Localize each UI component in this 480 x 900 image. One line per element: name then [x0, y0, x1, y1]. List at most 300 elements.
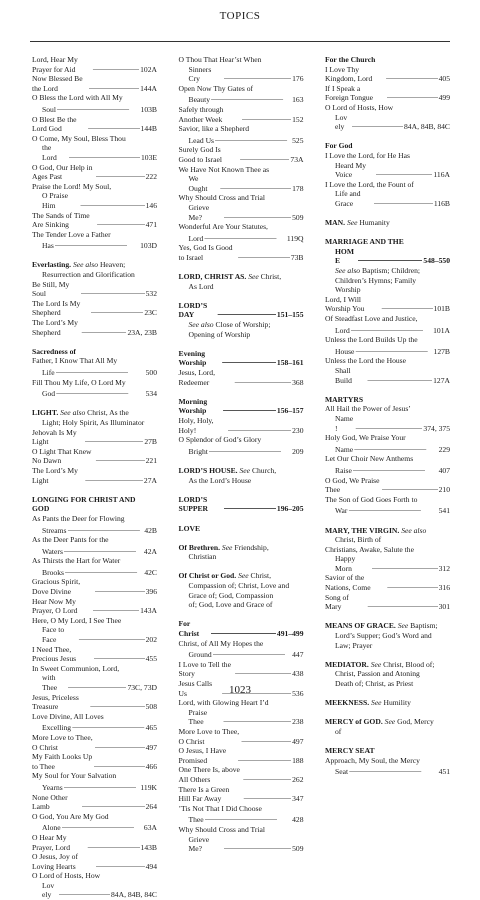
index-line: Praise the Lord! My Soul, — [32, 181, 112, 191]
entry-page-ref: 42A — [143, 546, 157, 556]
topic-heading — [32, 495, 157, 505]
entry-page-ref: 301 — [438, 602, 450, 612]
index-line: Open Now Thy Gates of — [178, 83, 254, 93]
entry-title: Thee — [188, 815, 204, 825]
entry-page-ref: 405 — [438, 74, 450, 84]
dot-leader — [94, 652, 145, 664]
index-entry — [179, 203, 304, 222]
entry-title: Now Blessed Be the Lord — [32, 74, 83, 93]
index-entry — [179, 145, 304, 164]
index-line: Christ, of All My Hopes the — [178, 638, 264, 648]
dot-leader — [64, 781, 140, 793]
topic-heading — [179, 301, 304, 320]
heading-text: Of Brethren. — [178, 542, 220, 552]
entry-page-ref: 23C — [144, 308, 157, 318]
entry-page-ref: 103E — [140, 152, 157, 162]
dot-leader — [211, 93, 291, 105]
entry-page-ref: 491–499 — [276, 629, 304, 639]
entry-spacer — [32, 251, 157, 261]
entry-title: Brooks — [42, 567, 64, 577]
index-line: Fill Thou My Life, O Lord My — [32, 377, 126, 387]
entry-page-ref: 196–205 — [276, 504, 304, 514]
see-reference-label: See — [370, 659, 382, 669]
topic-heading — [325, 660, 450, 670]
see-reference-target: Humanity — [359, 218, 390, 228]
dot-leader — [349, 765, 438, 777]
entry-page-ref: 73C, 73D — [127, 683, 157, 692]
topic-heading — [32, 504, 157, 514]
entry-page-ref: 119K — [140, 782, 157, 792]
entry-page-ref: 500 — [145, 368, 157, 377]
continuation-line — [32, 418, 157, 428]
continuation-line — [325, 669, 450, 679]
continuation-line — [325, 641, 450, 651]
entry-spacer — [325, 516, 450, 526]
index-line: Unless the Lord the House — [325, 356, 406, 366]
entry-title: Lord — [335, 325, 350, 335]
line-text: Resurrection and Glorification — [42, 270, 135, 280]
entry-page-ref: 210 — [438, 485, 450, 495]
line-text: Christ, Birth of — [335, 535, 382, 545]
dot-leader — [88, 122, 140, 134]
index-entry — [32, 103, 157, 115]
entry-title: Yes, God Is Good to Israel — [178, 243, 233, 262]
entry-title: Happy Morn — [335, 554, 356, 573]
dot-leader — [81, 326, 126, 338]
dot-leader — [209, 445, 291, 457]
entry-title: There Is a Green Hill Far Away — [178, 784, 230, 804]
line-text: Law; Prayer — [335, 640, 373, 650]
see-reference-target: Humility — [383, 698, 411, 708]
index-entry — [179, 105, 304, 124]
entry-page-ref: 42C — [144, 567, 157, 577]
entry-page-ref: 152 — [292, 114, 304, 124]
entry-title: Lord, I Will Worship You — [325, 294, 365, 314]
entry-title: Hear Now My Prayer, O Lord — [32, 596, 78, 616]
entry-page-ref: 374, 375 — [423, 423, 450, 433]
continuation-line — [325, 285, 450, 295]
index-entry — [32, 163, 157, 182]
index-entry — [32, 566, 157, 578]
index-line: Holy God, We Praise Your — [325, 433, 406, 443]
continuation-line — [179, 552, 304, 562]
index-entry — [32, 545, 157, 557]
entry-page-ref: 209 — [292, 446, 304, 456]
entry-title: I Need Thee, Precious Jesus — [32, 644, 77, 664]
entry-title: Bright — [188, 446, 208, 456]
topic-heading — [325, 141, 450, 151]
entry-page-ref: 532 — [145, 289, 157, 299]
entry-page-ref: 151–155 — [276, 310, 304, 320]
dot-leader — [374, 197, 433, 209]
index-entry — [179, 835, 304, 854]
see-reference-target: Heaven; — [99, 260, 126, 270]
continuation-line — [325, 276, 450, 286]
continuation-line — [325, 727, 450, 737]
dot-leader — [367, 374, 432, 386]
topic-heading — [179, 466, 304, 476]
index-entry — [32, 821, 157, 833]
entry-spacer — [325, 209, 450, 219]
entry-title: O Hear My Prayer, Lord — [32, 832, 71, 852]
entry-page-ref: 27B — [144, 437, 157, 447]
dot-leader — [387, 91, 438, 103]
entry-title: Beauty — [188, 95, 211, 105]
index-entry — [32, 428, 157, 447]
index-line: O Bless the Lord with All My — [32, 93, 123, 103]
topic-heading — [325, 717, 450, 727]
topic-heading — [32, 408, 157, 418]
dot-leader — [85, 474, 143, 486]
entry-title: My Faith Looks Up to Thee — [32, 752, 93, 771]
index-entry — [32, 852, 157, 871]
continuation-line — [325, 631, 450, 641]
entry-page-ref: 143B — [140, 842, 157, 852]
dot-leader — [55, 239, 139, 251]
see-reference-label: See also — [335, 266, 361, 276]
dot-leader — [97, 218, 145, 230]
entry-page-ref: 158–161 — [276, 358, 304, 368]
line-text: of; God, Love and Grace of — [188, 600, 273, 610]
index-entry — [325, 476, 450, 495]
entry-page-ref: 264 — [145, 802, 157, 812]
index-entry — [32, 447, 157, 466]
entry-page-ref: 221 — [145, 456, 157, 466]
line-text: Worship — [335, 285, 361, 295]
entry-title: O God, Our Help in Ages Past — [32, 162, 93, 182]
dot-leader — [223, 404, 276, 416]
dot-leader — [72, 721, 145, 733]
index-entry — [179, 813, 304, 825]
entry-title: HOME — [335, 246, 354, 266]
topic-heading — [325, 746, 450, 756]
entry-title: War — [335, 506, 348, 516]
topic-heading — [325, 218, 450, 228]
running-header: TOPICS — [219, 10, 261, 22]
index-entry — [32, 387, 157, 399]
entry-page-ref: 23A, 23B — [127, 327, 157, 337]
line-text: Baptism; Children; — [362, 266, 421, 276]
heading-text: Sacredness of — [32, 346, 76, 356]
index-line: In Sweet Communion, Lord, — [32, 663, 120, 673]
see-reference-target: Friendship, — [234, 542, 269, 552]
entry-title: LORD’S SUPPER — [178, 494, 209, 514]
index-line: Savior, like a Shepherd — [178, 124, 250, 134]
entry-title: Grieve Me? — [188, 202, 210, 222]
dot-leader — [213, 648, 291, 660]
dot-leader — [65, 566, 143, 578]
see-reference-label: See — [371, 698, 382, 708]
topic-heading — [325, 247, 450, 266]
index-entry — [32, 366, 157, 378]
dot-leader — [241, 735, 291, 747]
entry-page-ref: 127B — [433, 346, 450, 356]
entry-title: The Lord’s My Light — [32, 465, 78, 485]
entry-title: Gracious Spirit, Dove Divine — [32, 577, 81, 597]
entry-title: Evening Worship — [178, 348, 207, 368]
entry-title: Jesus Calls Us — [178, 679, 213, 698]
topic-heading — [179, 495, 304, 514]
entry-page-ref: 156–157 — [276, 406, 304, 416]
index-entry — [325, 443, 450, 455]
dot-leader — [78, 633, 144, 645]
entry-page-ref: 101B — [433, 304, 450, 314]
index-entry — [32, 645, 157, 664]
entry-title: I Love to Tell the Story — [178, 659, 231, 679]
entry-spacer — [179, 514, 304, 524]
dot-leader — [222, 356, 276, 368]
entry-page-ref: 312 — [438, 563, 450, 573]
topic-heading — [325, 55, 450, 65]
dot-leader — [56, 366, 145, 378]
see-reference-label: See also — [188, 320, 214, 330]
topic-heading — [325, 237, 450, 247]
entry-page-ref: 144A — [140, 83, 157, 93]
dot-leader — [228, 424, 291, 436]
entry-title: Morning Worship — [178, 396, 208, 416]
heading-text: MEEKNESS. — [325, 698, 370, 708]
entry-title: Lord, Hear My Prayer for Aid — [32, 55, 78, 74]
entry-page-ref: 465 — [145, 723, 157, 733]
entry-page-ref: 455 — [145, 654, 157, 664]
dot-leader — [358, 254, 423, 266]
dot-leader — [92, 63, 139, 75]
entry-title: Praise Thee — [188, 707, 208, 727]
entry-page-ref: 84A, 84B, 84C — [111, 890, 157, 900]
heading-text: MARRIAGE AND THE — [325, 237, 404, 247]
continuation-line — [179, 581, 304, 591]
entry-title: More Love to Thee, O Christ — [178, 726, 240, 746]
see-reference-label: See — [384, 717, 396, 727]
entry-page-ref: 536 — [292, 688, 304, 698]
index-entry — [179, 65, 304, 84]
index-entry — [32, 793, 157, 812]
heading-text: LORD, CHRIST AS. — [178, 272, 247, 282]
entry-spacer — [325, 132, 450, 142]
entry-title: Lovely — [42, 880, 55, 900]
dot-leader — [234, 376, 291, 388]
index-entry — [32, 299, 157, 318]
line-text: Christian — [188, 552, 217, 562]
entry-page-ref: 499 — [438, 93, 450, 103]
continuation-line — [179, 476, 304, 486]
index-line: Of Steadfast Love and Justice, — [325, 314, 418, 324]
line-text: Compassion of; Christ, Love and — [188, 581, 290, 591]
entry-page-ref: 101A — [433, 325, 450, 335]
entry-title: Alone — [42, 823, 61, 833]
entry-spacer — [325, 228, 450, 238]
topic-heading — [179, 619, 304, 638]
entry-spacer — [325, 708, 450, 718]
entry-page-ref: 451 — [438, 767, 450, 777]
index-entry — [325, 84, 450, 103]
entry-title: Life and Grace — [335, 189, 361, 208]
entry-title: Jesus, Lord, Redeemer — [178, 368, 215, 387]
entry-title: Name — [335, 444, 354, 454]
index-entry — [32, 466, 157, 485]
index-line: O Lord of Hosts, How — [325, 102, 394, 112]
entry-title: The Sands of Time Are Sinking — [32, 210, 90, 230]
index-entry — [325, 113, 450, 132]
entry-title: O God, We Praise Thee — [325, 475, 380, 495]
entry-page-ref: 202 — [145, 635, 157, 645]
entry-page-ref: 116A — [433, 170, 450, 180]
index-entry — [325, 414, 450, 433]
entry-title: Raise — [335, 465, 352, 475]
index-entry — [32, 577, 157, 596]
index-line: Here, O My Lord, I See Thee — [32, 615, 122, 625]
entry-spacer — [179, 610, 304, 620]
continuation-line — [179, 330, 304, 340]
line-text: Lord’s Supper; God’s Word and — [335, 631, 432, 641]
entry-title: O Jesus, I Have Promised — [178, 746, 227, 765]
dot-leader — [372, 562, 438, 574]
entry-title: Shall Build — [335, 366, 352, 385]
index-line: Unless the Lord Builds Up the — [325, 335, 418, 345]
dot-leader — [386, 72, 438, 84]
dot-leader — [205, 813, 291, 825]
dot-leader — [93, 604, 140, 616]
entry-title: LORD’S DAY — [178, 300, 208, 320]
see-reference-label: See also — [401, 525, 427, 535]
entry-spacer — [179, 533, 304, 543]
dot-leader — [376, 168, 433, 180]
entry-page-ref: 509 — [292, 844, 304, 854]
entry-page-ref: 127A — [433, 375, 450, 385]
index-entry — [325, 573, 450, 592]
heading-text: MEDIATOR. — [325, 659, 369, 669]
see-reference-target: Christ, As the — [87, 408, 129, 418]
entry-title: Ground — [188, 650, 212, 660]
heading-text: MERCY of GOD. — [325, 717, 383, 727]
line-text: Death of; Christ, as Priest — [335, 679, 414, 688]
entry-spacer — [179, 339, 304, 349]
dot-leader — [85, 435, 144, 447]
entry-title: The Lord Is My Shepherd — [32, 298, 81, 318]
heading-text: Of Christ or God. — [178, 571, 237, 581]
entry-page-ref: 428 — [292, 815, 304, 825]
entry-title: O Light That Knew No Dawn — [32, 446, 92, 466]
dot-leader — [224, 72, 292, 84]
heading-text: For the Church — [325, 55, 376, 64]
entry-page-ref: 73A — [290, 154, 304, 164]
index-entry — [32, 524, 157, 536]
entry-spacer — [179, 262, 304, 272]
entry-title: For Christ — [178, 619, 200, 639]
index-line: Why Should Cross and Trial — [178, 824, 265, 834]
entry-page-ref: 143A — [140, 606, 157, 616]
dot-leader — [243, 773, 291, 785]
entry-page-ref: 178 — [292, 183, 304, 193]
dot-leader — [355, 345, 432, 357]
entry-title: Song of Mary — [325, 592, 349, 612]
index-entry — [32, 55, 157, 74]
dot-leader — [224, 502, 276, 514]
dot-leader — [224, 842, 292, 854]
entry-page-ref: 497 — [292, 736, 304, 746]
entry-title: Grieve Me? — [188, 834, 210, 854]
entry-title: Name! — [335, 413, 354, 433]
see-reference-target: Church, — [251, 465, 277, 475]
index-entry — [179, 416, 304, 435]
index-entry — [179, 785, 304, 804]
dot-leader — [81, 287, 145, 299]
entry-page-ref: 534 — [145, 389, 157, 399]
line-text: of — [335, 726, 342, 736]
dot-leader — [243, 792, 291, 804]
entry-page-ref: 347 — [292, 794, 304, 804]
heading-text: Everlasting. — [32, 260, 72, 270]
entry-page-ref: 541 — [438, 506, 450, 516]
topic-heading — [325, 698, 450, 708]
dot-leader — [224, 211, 292, 223]
heading-text: MEANS OF GRACE. — [325, 621, 396, 631]
entry-page-ref: 438 — [292, 669, 304, 679]
entry-spacer — [32, 485, 157, 495]
dot-leader — [82, 800, 145, 812]
index-entry — [32, 191, 157, 210]
entry-page-ref: 509 — [292, 212, 304, 222]
entry-title: Seat — [335, 767, 349, 777]
entry-title: Holy, Holy, Holy! — [178, 415, 214, 435]
index-entry — [179, 174, 304, 193]
entry-title: with Thee — [42, 673, 58, 692]
entry-title: None Other Lamb — [32, 792, 68, 812]
index-entry — [32, 239, 157, 251]
entry-page-ref: 368 — [292, 377, 304, 387]
entry-title: O Praise Him — [42, 191, 68, 210]
entry-page-ref: 497 — [145, 742, 157, 752]
entry-title: Jesus, Priceless Treasure — [32, 692, 79, 712]
entry-spacer — [179, 485, 304, 495]
entry-page-ref: 508 — [145, 702, 157, 712]
entry-page-ref: 466 — [145, 761, 157, 771]
entry-spacer — [325, 650, 450, 660]
entry-spacer — [179, 456, 304, 466]
dot-leader — [95, 741, 145, 753]
entry-title: If I Speak a Foreign Tongue — [325, 83, 374, 103]
entry-title: O Jesus, Joy of Loving Hearts — [32, 852, 78, 871]
index-line: As the Deer Pants for the — [32, 535, 109, 545]
entry-title: One There Is, above All Others — [178, 765, 240, 784]
index-line: I Love the Lord, for He Has — [325, 150, 410, 160]
entry-spacer — [179, 291, 304, 301]
entry-spacer — [179, 562, 304, 572]
index-line: O Lord of Hosts, How — [32, 871, 101, 881]
index-entry — [179, 232, 304, 244]
dot-leader — [59, 888, 111, 900]
dot-leader — [240, 153, 289, 165]
dot-leader — [62, 821, 143, 833]
entry-page-ref: 548–550 — [423, 256, 450, 266]
dot-leader — [94, 760, 145, 772]
index-entry — [179, 708, 304, 727]
entry-page-ref: 103D — [140, 241, 157, 251]
index-entry — [32, 881, 157, 900]
entry-title: Sinners Cry — [188, 64, 212, 84]
continuation-line — [32, 270, 157, 280]
index-entry — [179, 368, 304, 387]
entry-spacer — [179, 387, 304, 397]
index-line: Love Divine, All Loves — [32, 711, 104, 721]
index-line: The Tender Love a Father — [32, 229, 111, 239]
continuation-line — [325, 535, 450, 545]
entry-title: the Lord — [42, 143, 57, 162]
index-line: As Pants the Deer for Flowing — [32, 513, 125, 523]
index-entry — [32, 74, 157, 93]
topic-heading — [325, 395, 450, 405]
entry-page-ref: 525 — [292, 135, 304, 145]
